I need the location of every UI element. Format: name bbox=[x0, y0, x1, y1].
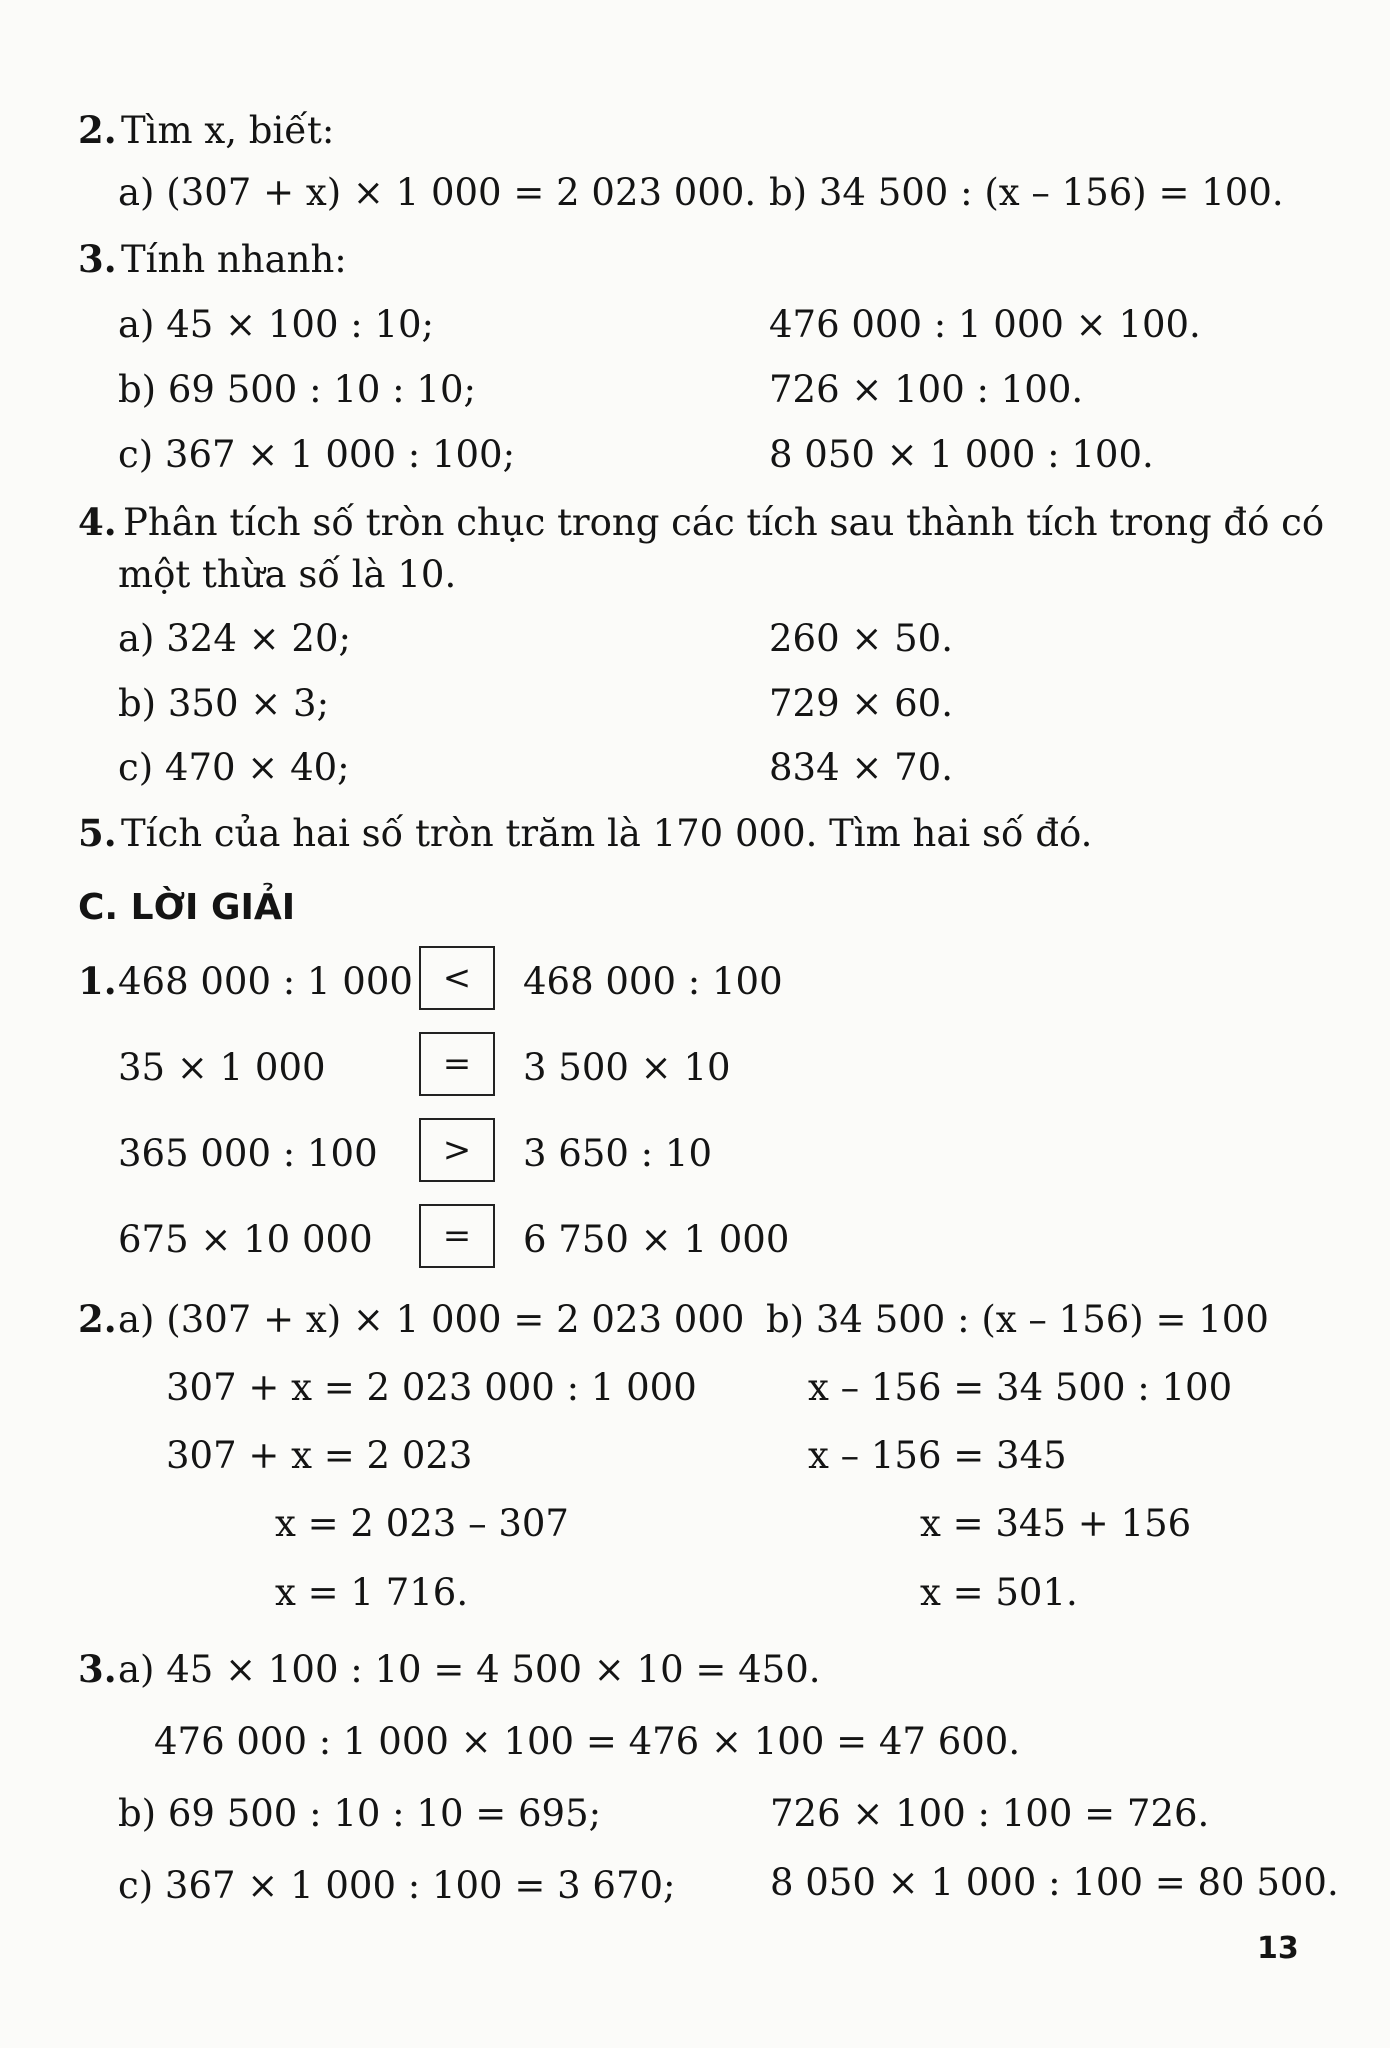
comparison-right: 6 750 × 1 000 bbox=[523, 1218, 790, 1261]
exercise-3-row-right: 8 050 × 1 000 : 100. bbox=[769, 433, 1154, 476]
solution-3b-right: 726 × 100 : 100 = 726. bbox=[770, 1792, 1210, 1835]
comparison-sign-box: = bbox=[419, 1032, 495, 1096]
exercise-3-title: Tính nhanh: bbox=[121, 238, 347, 281]
solution-2a-step: x = 2 023 – 307 bbox=[275, 1502, 569, 1545]
comparison-left: 365 000 : 100 bbox=[118, 1132, 378, 1175]
exercise-5-text: Tích của hai số tròn trăm là 170 000. Tìm hai số đó. bbox=[121, 812, 1093, 855]
comparison-sign-box: > bbox=[419, 1118, 495, 1182]
exercise-4-number: 4. bbox=[78, 500, 117, 544]
comparison-sign-box: = bbox=[419, 1204, 495, 1268]
exercise-3-row-left: c) 367 × 1 000 : 100; bbox=[118, 433, 516, 476]
solution-3c-right: 8 050 × 1 000 : 100 = 80 500. bbox=[770, 1861, 1339, 1904]
solution-2b-step: x – 156 = 345 bbox=[808, 1434, 1067, 1477]
solution-1-number: 1. bbox=[78, 959, 117, 1003]
solution-2a-step: a) (307 + x) × 1 000 = 2 023 000 bbox=[118, 1298, 745, 1341]
exercise-3-number: 3. bbox=[78, 237, 117, 281]
exercise-3-row-left: a) 45 × 100 : 10; bbox=[118, 303, 435, 346]
page-number: 13 bbox=[1257, 1931, 1299, 1966]
solutions-heading: C. LỜI GIẢI bbox=[78, 887, 296, 928]
exercise-4-row-right: 834 × 70. bbox=[769, 746, 953, 789]
comparison-left: 468 000 : 1 000 bbox=[118, 960, 413, 1003]
comparison-right: 468 000 : 100 bbox=[523, 960, 783, 1003]
exercise-2-title: Tìm x, biết: bbox=[121, 109, 335, 152]
solution-2a-step: 307 + x = 2 023 000 : 1 000 bbox=[166, 1366, 697, 1409]
solution-3b-left: b) 69 500 : 10 : 10 = 695; bbox=[118, 1792, 602, 1835]
exercise-4-row-left: b) 350 × 3; bbox=[118, 682, 330, 725]
solution-3a-line-2: 476 000 : 1 000 × 100 = 476 × 100 = 47 600. bbox=[154, 1720, 1021, 1763]
exercise-2-number: 2. bbox=[78, 108, 117, 152]
solution-2b-step: x – 156 = 34 500 : 100 bbox=[808, 1366, 1233, 1409]
exercise-5-number: 5. bbox=[78, 811, 117, 855]
exercise-4-row-right: 260 × 50. bbox=[769, 617, 953, 660]
solution-2a-step: x = 1 716. bbox=[275, 1571, 469, 1614]
solution-2b-step: b) 34 500 : (x – 156) = 100 bbox=[766, 1298, 1269, 1341]
solution-3a-line-1: a) 45 × 100 : 10 = 4 500 × 10 = 450. bbox=[118, 1648, 821, 1691]
solution-2a-step: 307 + x = 2 023 bbox=[166, 1434, 473, 1477]
comparison-right: 3 650 : 10 bbox=[523, 1132, 712, 1175]
exercise-4-row-left: a) 324 × 20; bbox=[118, 617, 351, 660]
exercise-2b: b) 34 500 : (x – 156) = 100. bbox=[769, 171, 1284, 214]
comparison-left: 35 × 1 000 bbox=[118, 1046, 326, 1089]
solution-2-number: 2. bbox=[78, 1297, 117, 1341]
solution-3c-left: c) 367 × 1 000 : 100 = 3 670; bbox=[118, 1864, 676, 1907]
comparison-right: 3 500 × 10 bbox=[523, 1046, 731, 1089]
comparison-left: 675 × 10 000 bbox=[118, 1218, 373, 1261]
exercise-3-row-right: 726 × 100 : 100. bbox=[769, 368, 1084, 411]
exercise-4-line-1: Phân tích số tròn chục trong các tích sau thành tích trong đó có bbox=[123, 501, 1325, 544]
comparison-sign-box: < bbox=[419, 946, 495, 1010]
solution-3-number: 3. bbox=[78, 1647, 117, 1691]
exercise-3-row-right: 476 000 : 1 000 × 100. bbox=[769, 303, 1201, 346]
exercise-4-row-right: 729 × 60. bbox=[769, 682, 953, 725]
solution-2b-step: x = 501. bbox=[920, 1571, 1078, 1614]
solution-2b-step: x = 345 + 156 bbox=[920, 1502, 1192, 1545]
exercise-3-row-left: b) 69 500 : 10 : 10; bbox=[118, 368, 476, 411]
exercise-4-line-2: một thừa số là 10. bbox=[118, 553, 457, 596]
exercise-2a: a) (307 + x) × 1 000 = 2 023 000. bbox=[118, 171, 757, 214]
exercise-4-row-left: c) 470 × 40; bbox=[118, 746, 350, 789]
